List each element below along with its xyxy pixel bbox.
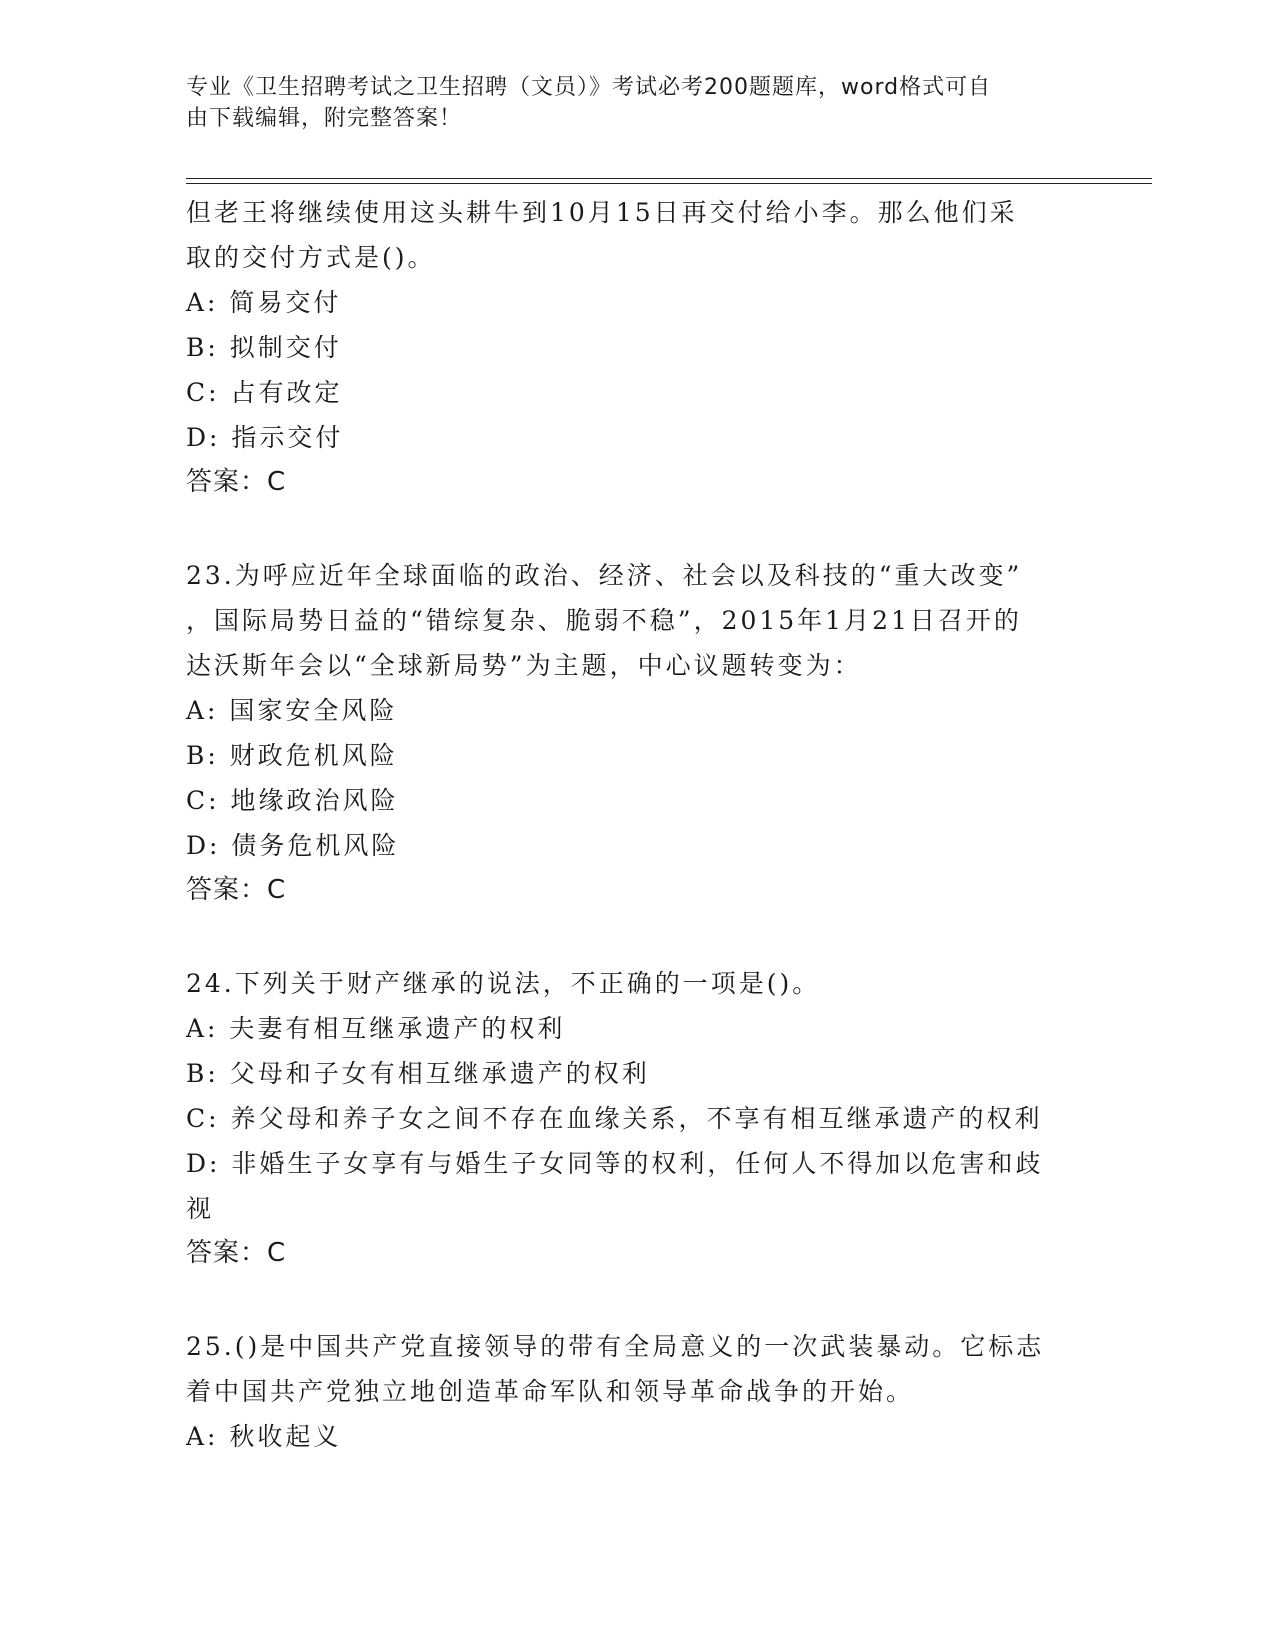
option-a: A: 国家安全风险 [186,696,398,725]
answer-line: 答案：C [186,1238,287,1268]
option-d: D: 非婚生子女享有与婚生子女同等的权利，任何人不得加以危害和歧 [186,1149,1044,1178]
option-b: B: 财政危机风险 [186,741,398,770]
header-divider-top [186,178,1152,179]
question-spacer [186,913,1086,961]
question-stem-line: 但老王将继续使用这头耕牛到10月15日再交付给小李。那么他们采 [186,198,1018,227]
option-c: C: 占有改定 [186,378,343,407]
question-stem-line: 23.为呼应近年全球面临的政治、经济、社会以及科技的“重大改变” [186,561,1023,590]
question-stem-line: 取的交付方式是()。 [186,243,436,272]
question-24 [186,961,1086,1276]
question-stem-line: 25.()是中国共产党直接领导的带有全局意义的一次武装暴动。它标志 [186,1332,1045,1361]
option-c: C: 地缘政治风险 [186,786,399,815]
option-d: D: 债务危机风险 [186,831,400,860]
header-line-2: 由下载编辑，附完整答案！ [186,106,463,131]
option-a: A: 简易交付 [186,288,342,317]
question-stem-line: 着中国共产党独立地创造革命军队和领导革命战争的开始。 [186,1377,915,1406]
question-spacer [186,1276,1086,1324]
header-divider-bottom [186,183,1152,184]
option-a: A: 秋收起义 [186,1422,342,1451]
option-d-continuation: 视 [186,1194,215,1223]
question-23 [186,553,1086,913]
answer-line: 答案：C [186,875,287,905]
question-stem-line: 24.下列关于财产继承的说法，不正确的一项是()。 [186,969,821,998]
question-list [186,190,1086,1459]
option-d: D: 指示交付 [186,423,344,452]
option-b: B: 拟制交付 [186,333,342,362]
option-a: A: 夫妻有相互继承遗产的权利 [186,1014,566,1043]
question-25 [186,1324,1086,1459]
question-spacer [186,505,1086,553]
document-header [186,72,1066,134]
question-22 [186,190,1086,505]
question-stem-line: ，国际局势日益的“错综复杂、脆弱不稳”，2015年1月21日召开的 [186,606,1022,635]
answer-line: 答案：C [186,467,287,497]
question-stem-line: 达沃斯年会以“全球新局势”为主题，中心议题转变为： [186,651,862,680]
header-line-1: 专业《卫生招聘考试之卫生招聘（文员）》考试必考200题题库，word格式可自 [186,75,992,100]
option-c: C: 养父母和养子女之间不存在血缘关系，不享有相互继承遗产的权利 [186,1104,1043,1133]
option-b: B: 父母和子女有相互继承遗产的权利 [186,1059,650,1088]
